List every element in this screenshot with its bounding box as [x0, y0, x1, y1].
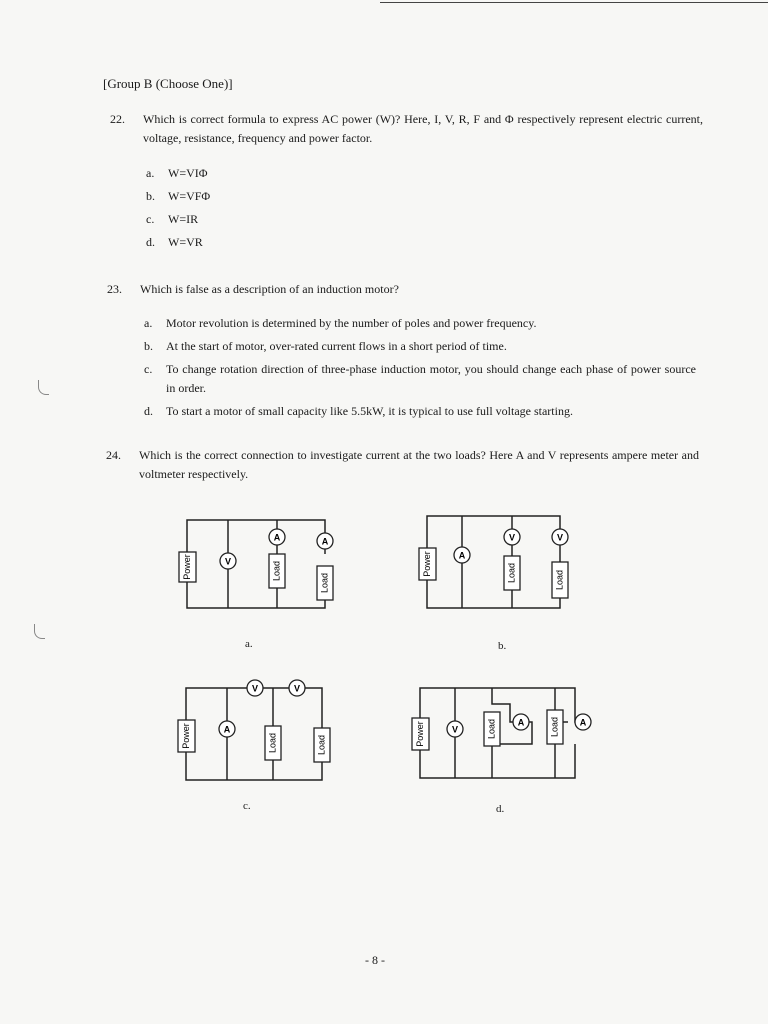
load-box [314, 728, 330, 762]
svg-text:V: V [251, 683, 259, 694]
circuit-diagram-a[interactable] [175, 512, 345, 616]
question-text: Which is correct formula to express AC power (W)? Here, I, V, R, F and Φ respectively represent electric current, voltage, resistance, frequency and power factor. [143, 112, 703, 145]
svg-text:Power: Power [181, 554, 192, 580]
svg-text:V: V [293, 683, 301, 694]
question-number: 22. [110, 112, 125, 126]
load-box [552, 562, 568, 598]
question-text: Which is false as a description of an induction motor? [140, 282, 399, 296]
svg-text:V: V [224, 556, 232, 567]
voltmeter-icon [247, 680, 263, 696]
ammeter-icon [575, 714, 591, 730]
svg-text:Load: Load [319, 572, 330, 594]
circuit-label-a: a. [245, 638, 253, 650]
svg-text:A: A [273, 532, 281, 543]
group-header: [Group B (Choose One)] [103, 76, 233, 91]
svg-text:Power: Power [180, 723, 191, 749]
load-box [547, 710, 563, 744]
svg-text:A: A [579, 717, 587, 728]
question-number: 23. [107, 282, 122, 296]
load-box [265, 726, 281, 760]
svg-text:Load: Load [271, 560, 282, 582]
circuit-label-d: d. [496, 803, 505, 815]
svg-text:Load: Load [267, 732, 278, 754]
svg-text:V: V [556, 532, 564, 543]
svg-text:Load: Load [554, 569, 565, 591]
svg-text:Load: Load [316, 734, 327, 756]
svg-text:V: V [451, 724, 459, 735]
voltmeter-icon [220, 553, 236, 569]
load-box [504, 556, 520, 590]
ammeter-icon [513, 714, 529, 730]
circuit-label-c: c. [243, 800, 251, 812]
power-source [419, 548, 436, 580]
punch-hole-mark [34, 624, 45, 639]
circuit-diagram-d[interactable] [410, 682, 600, 782]
circuit-diagram-c[interactable] [172, 672, 342, 782]
svg-text:V: V [508, 532, 516, 543]
load-box [484, 712, 500, 746]
voltmeter-icon [447, 721, 463, 737]
svg-text:A: A [321, 536, 329, 547]
ammeter-icon [219, 721, 235, 737]
circuit-label-b: b. [498, 640, 507, 652]
ammeter-icon [454, 547, 470, 563]
svg-text:Power: Power [414, 721, 425, 747]
question-text: Which is the correct connection to investigate current at the two loads? Here A and V represents ampere meter and voltmeter respectively. [139, 448, 699, 481]
svg-text:Load: Load [506, 562, 517, 584]
voltmeter-icon [289, 680, 305, 696]
load-box [317, 566, 333, 600]
load-box [269, 554, 285, 588]
power-source [178, 720, 195, 752]
svg-text:A: A [223, 724, 231, 735]
svg-text:A: A [517, 717, 525, 728]
circuit-diagram-b[interactable] [415, 512, 585, 612]
svg-text:A: A [458, 550, 466, 561]
voltmeter-icon [552, 529, 568, 545]
power-source [412, 718, 429, 750]
svg-text:Load: Load [549, 716, 560, 738]
question-number: 24. [106, 448, 121, 462]
punch-hole-mark [38, 380, 49, 395]
page-number: - 8 - [365, 953, 385, 967]
power-source [179, 552, 196, 582]
top-border-line [380, 2, 768, 3]
voltmeter-icon [504, 529, 520, 545]
ammeter-icon [269, 529, 285, 545]
ammeter-icon [317, 533, 333, 549]
svg-text:Load: Load [486, 718, 497, 740]
svg-text:Power: Power [421, 551, 432, 577]
